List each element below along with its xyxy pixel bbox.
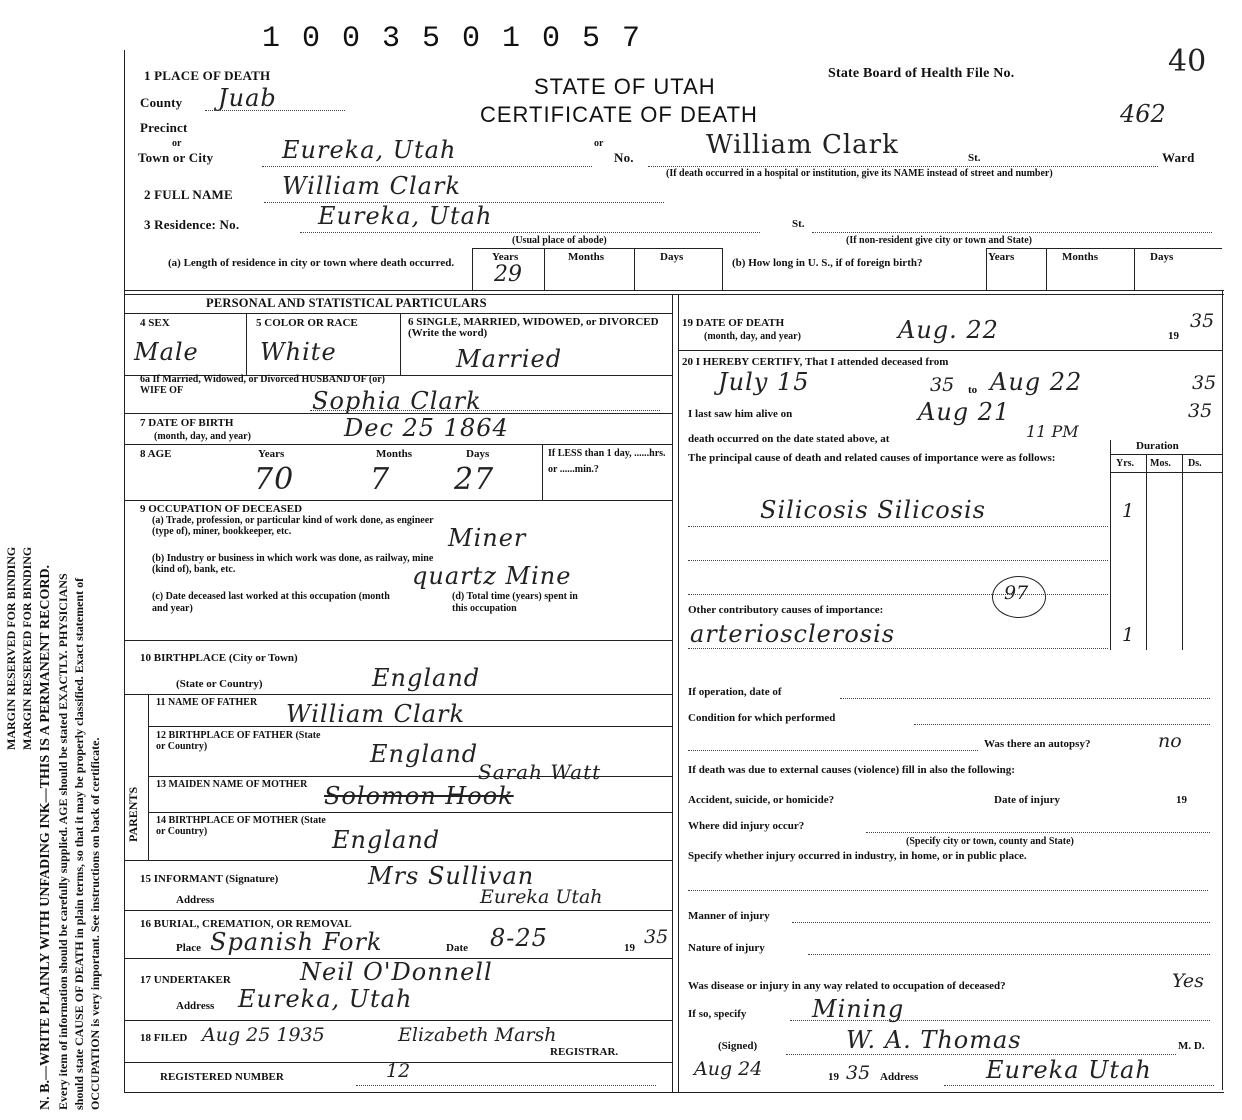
burial-year-prefix: 19 (624, 942, 635, 954)
margin-instructions-2 (56, 573, 71, 1110)
birthplace-value: England (372, 664, 481, 692)
mother-label (156, 779, 326, 790)
or-label-2: or (594, 138, 604, 149)
occ-related-label: Was disease or injury in any way related to occupation of deceased? (688, 980, 1006, 992)
file-number: 462 (1120, 100, 1166, 128)
undertaker-label: 17 UNDERTAKER (140, 974, 231, 986)
certify-to-value: Aug 22 (990, 368, 1083, 396)
signed-value: W. A. Thomas (846, 1026, 1022, 1054)
autopsy-value: no (1158, 730, 1182, 752)
nonres-note: (If non-resident give city or town and State) (846, 235, 1033, 246)
filed-date-value: Aug 25 1935 (202, 1024, 325, 1046)
certify-from-value: July 15 (718, 368, 810, 396)
margin-line-5: OCCUPATION is very important. See instructions on back of certificate. (88, 737, 102, 1110)
length-residence-label (168, 257, 468, 269)
occ-c-label (152, 591, 402, 615)
res-months-label: Months (568, 251, 605, 263)
occ-b-value: quartz Mine (412, 562, 572, 590)
undertaker-address-value: Eureka, Utah (238, 985, 413, 1013)
death-date-sub: (month, day, and year) (704, 331, 801, 342)
occ-a-value: Miner (448, 524, 527, 552)
occ-a-label (152, 515, 442, 537)
dur-yrs-label: Yrs. (1116, 458, 1135, 469)
age-label: 8 AGE (140, 448, 172, 460)
burial-place-label: Place (176, 942, 202, 954)
age-years-value: 70 (254, 462, 295, 497)
st-label: St. (968, 152, 981, 164)
state-title: STATE OF UTAH (534, 74, 716, 99)
undertaker-address-label: Address (176, 1000, 215, 1012)
specify-if-label: If so, specify (688, 1008, 747, 1020)
informant-address-label: Address (176, 894, 215, 906)
informant-label: 15 INFORMANT (Signature) (140, 873, 279, 885)
contrib-duration: 1 (1122, 624, 1135, 646)
occ-b-text: (b) Industry or business in which work was done, as railway, mine (kind of), bank, etc. (152, 553, 434, 575)
us-years-label: Years (988, 251, 1015, 263)
margin-line-2: N. B.—WRITE PLAINLY WITH UNFADING INK—THIS IS A PERMANENT RECORD. (38, 564, 53, 1110)
death-year-prefix: 19 (1168, 330, 1179, 342)
birthplace-label: 10 BIRTHPLACE (City or Town) (140, 652, 298, 664)
informant-value: Mrs Sullivan (368, 862, 535, 890)
precinct-label: Precinct (140, 120, 188, 135)
us-months-label: Months (1062, 251, 1099, 263)
res-years-label: Years (492, 251, 519, 263)
accident-label: Accident, suicide, or homicide? (688, 794, 835, 806)
undertaker-value: Neil O'Donnell (300, 958, 493, 986)
marital-label (408, 317, 670, 339)
external-label: If death was due to external causes (violence) fill in also the following: (688, 764, 1015, 776)
certificate-title: CERTIFICATE OF DEATH (480, 102, 758, 127)
age-months-value: 7 (370, 462, 391, 497)
occupation-label: 9 OCCUPATION OF DECEASED (140, 503, 303, 515)
cause-duration: 1 (1122, 500, 1135, 522)
no-label: No. (614, 150, 634, 165)
us-days-label: Days (1150, 251, 1174, 263)
occ-related-value: Yes (1172, 970, 1204, 992)
contrib-label: Other contributory causes of importance: (688, 604, 884, 616)
dur-mos-label: Mos. (1150, 458, 1171, 469)
personal-heading: PERSONAL AND STATISTICAL PARTICULARS (206, 296, 487, 310)
dob-sub: (month, day, and year) (154, 431, 251, 442)
spouse-label-text: 6a If Married, Widowed, or Divorced HUSBAND OF (or) WIFE OF (140, 374, 385, 396)
where-note: (Specify city or town, county and State) (906, 836, 1074, 847)
operation-label: If operation, date of (688, 686, 782, 698)
burial-year-value: 35 (644, 926, 669, 948)
color-value: White (260, 338, 337, 366)
informant-address-value: Eureka Utah (480, 886, 603, 908)
ward-label: Ward (1162, 150, 1195, 165)
injury-date-label: Date of injury (994, 794, 1060, 806)
age-months-label: Months (376, 448, 413, 460)
town-label: Town or City (138, 150, 214, 165)
less-label-text: If LESS than 1 day, ......hrs. or ......min.? (548, 448, 666, 475)
margin-binding-text (4, 30, 19, 750)
specify-if-value: Mining (812, 995, 905, 1023)
margin-binding-text-2 (20, 547, 35, 750)
death-date-label: 19 DATE OF DEATH (682, 317, 785, 329)
sign-date-value: Aug 24 (694, 1058, 763, 1080)
dob-value: Dec 25 1864 (344, 414, 509, 442)
age-days-value: 27 (454, 462, 495, 497)
residence-label: 3 Residence: No. (144, 217, 240, 232)
length-residence-text: (a) Length of residence in city or town where death occurred. (168, 257, 455, 269)
specify-label: Specify whether injury occurred in industry, in home, or in public place. (688, 850, 1027, 862)
mother-bp-value: England (332, 826, 441, 854)
sex-value: Male (134, 338, 199, 366)
mother-value: Sarah Watt (478, 760, 602, 784)
sign-year-prefix: 19 (828, 1071, 839, 1083)
occ-b-label (152, 553, 442, 575)
burial-label: 16 BURIAL, CREMATION, OR REMOVAL (140, 918, 352, 930)
registrar-value: Elizabeth Marsh (398, 1024, 557, 1046)
circle-code-value: 97 (1004, 582, 1029, 604)
mother-bp-label (156, 815, 326, 837)
town-value: Eureka, Utah (282, 136, 457, 164)
last-seen-label: I last saw him alive on (688, 408, 793, 420)
serial-number: 1 0 0 3 5 0 1 0 5 7 (262, 22, 643, 56)
full-name-label: 2 FULL NAME (144, 187, 233, 202)
nature-label: Nature of injury (688, 942, 765, 954)
injury-year-prefix: 19 (1176, 794, 1187, 806)
father-label-text: 11 NAME OF FATHER (156, 697, 258, 708)
certify-label: 20 I HEREBY CERTIFY, That I attended deceased from (682, 356, 949, 368)
institution-value: William Clark (706, 130, 899, 160)
color-label: 5 COLOR OR RACE (256, 317, 358, 329)
or-label: or (172, 138, 182, 149)
us-length-label (732, 257, 982, 269)
occ-a-text: (a) Trade, profession, or particular kind of work done, as engineer (type of), miner, bookkeeper, etc. (152, 515, 434, 537)
death-date-value: Aug. 22 (898, 316, 999, 344)
margin-instructions-1 (38, 565, 54, 1110)
occurred-label: death occurred on the date stated above, at (688, 433, 890, 445)
autopsy-label: Was there an autopsy? (984, 738, 1091, 750)
margin-line-1b: MARGIN RESERVED FOR BINDING (20, 546, 34, 750)
less-label (548, 446, 670, 478)
res-years-value: 29 (494, 262, 522, 287)
sign-address-label: Address (880, 1071, 919, 1083)
parents-side-label (126, 787, 141, 842)
margin-instructions-3 (72, 578, 87, 1110)
age-days-label: Days (466, 448, 490, 460)
dob-label: 7 DATE OF BIRTH (140, 417, 234, 429)
father-value: William Clark (286, 700, 466, 728)
father-bp-value: England (370, 740, 479, 768)
occ-c-text: (c) Date deceased last worked at this occupation (month and year) (152, 591, 390, 614)
certify-to-year: 35 (1192, 372, 1217, 394)
sign-address-value: Eureka Utah (986, 1056, 1152, 1084)
signed-label: (Signed) (718, 1040, 758, 1052)
certify-from-year: 35 (930, 374, 955, 396)
reg-number-label: REGISTERED NUMBER (160, 1071, 284, 1083)
burial-date-label: Date (446, 942, 468, 954)
occ-d-text: (d) Total time (years) spent in this occupation (452, 591, 578, 614)
res-days-label: Days (660, 251, 684, 263)
margin-line-4: should state CAUSE OF DEATH in plain terms, so that it may be properly classified. Exact statement of (72, 577, 86, 1110)
contrib-value: arteriosclerosis (690, 620, 896, 648)
duration-label: Duration (1136, 440, 1179, 452)
occurred-time: 11 PM (1026, 422, 1079, 441)
cause-label (688, 452, 1108, 464)
registrar-label: REGISTRAR. (550, 1046, 619, 1058)
residence-value: Eureka, Utah (318, 202, 493, 230)
condition-label: Condition for which performed (688, 712, 836, 724)
certify-to-label: to (968, 384, 978, 396)
burial-place-value: Spanish Fork (210, 928, 383, 956)
reg-number-value: 12 (386, 1060, 411, 1082)
spouse-value: Sophia Clark (312, 387, 482, 415)
sex-label: 4 SEX (140, 317, 170, 329)
place-of-death-label: 1 PLACE OF DEATH (144, 68, 271, 83)
dur-ds-label: Ds. (1188, 458, 1202, 469)
cause-value: Silicosis Silicosis (760, 496, 986, 524)
mother-bp-text: 14 BIRTHPLACE OF MOTHER (State or Country) (156, 815, 326, 837)
margin-instructions-4 (88, 737, 103, 1110)
sign-year-value: 35 (846, 1062, 871, 1084)
father-label (156, 697, 276, 708)
mother-struck: Solomon Hook (324, 782, 514, 810)
full-name-value: William Clark (282, 172, 462, 200)
age-years-label: Years (258, 448, 285, 460)
burial-date-value: 8-25 (490, 924, 548, 952)
hospital-note: (If death occurred in a hospital or institution, give its NAME instead of street and number) (666, 168, 1053, 179)
residence-st-label: St. (792, 218, 805, 230)
marital-label-text: 6 SINGLE, MARRIED, WIDOWED, or DIVORCED (Write the word) (408, 316, 659, 339)
birthplace-state-label: (State or Country) (176, 678, 263, 690)
last-seen-year: 35 (1188, 400, 1213, 422)
filed-label: 18 FILED (140, 1032, 188, 1044)
parents-side-text: PARENTS (126, 786, 140, 842)
margin-line-3: Every item of information should be carefully supplied. AGE should be stated EXACTLY. PHYSICIANS (56, 573, 70, 1110)
cause-label-text: The principal cause of death and related causes of importance were as follows: (688, 452, 1056, 464)
us-length-text: (b) How long in U. S., if of foreign birth? (732, 257, 923, 269)
county-value: Juab (218, 84, 277, 112)
father-bp-text: 12 BIRTHPLACE OF FATHER (State or Country) (156, 730, 321, 752)
last-seen-value: Aug 21 (918, 398, 1011, 426)
abode-note: (Usual place of abode) (512, 235, 607, 246)
manner-label: Manner of injury (688, 910, 770, 922)
occ-d-label (452, 591, 592, 615)
margin-line-1: MARGIN RESERVED FOR BINDING (4, 546, 18, 750)
mother-label-text: 13 MAIDEN NAME OF MOTHER (156, 779, 308, 790)
father-bp-label (156, 730, 326, 752)
where-label: Where did injury occur? (688, 820, 805, 832)
md-label: M. D. (1178, 1040, 1205, 1052)
marital-value: Married (456, 345, 563, 373)
county-label: County (140, 95, 183, 110)
death-year-value: 35 (1190, 310, 1215, 332)
file-label: State Board of Health File No. (828, 66, 1015, 81)
file-count: 40 (1168, 44, 1207, 79)
